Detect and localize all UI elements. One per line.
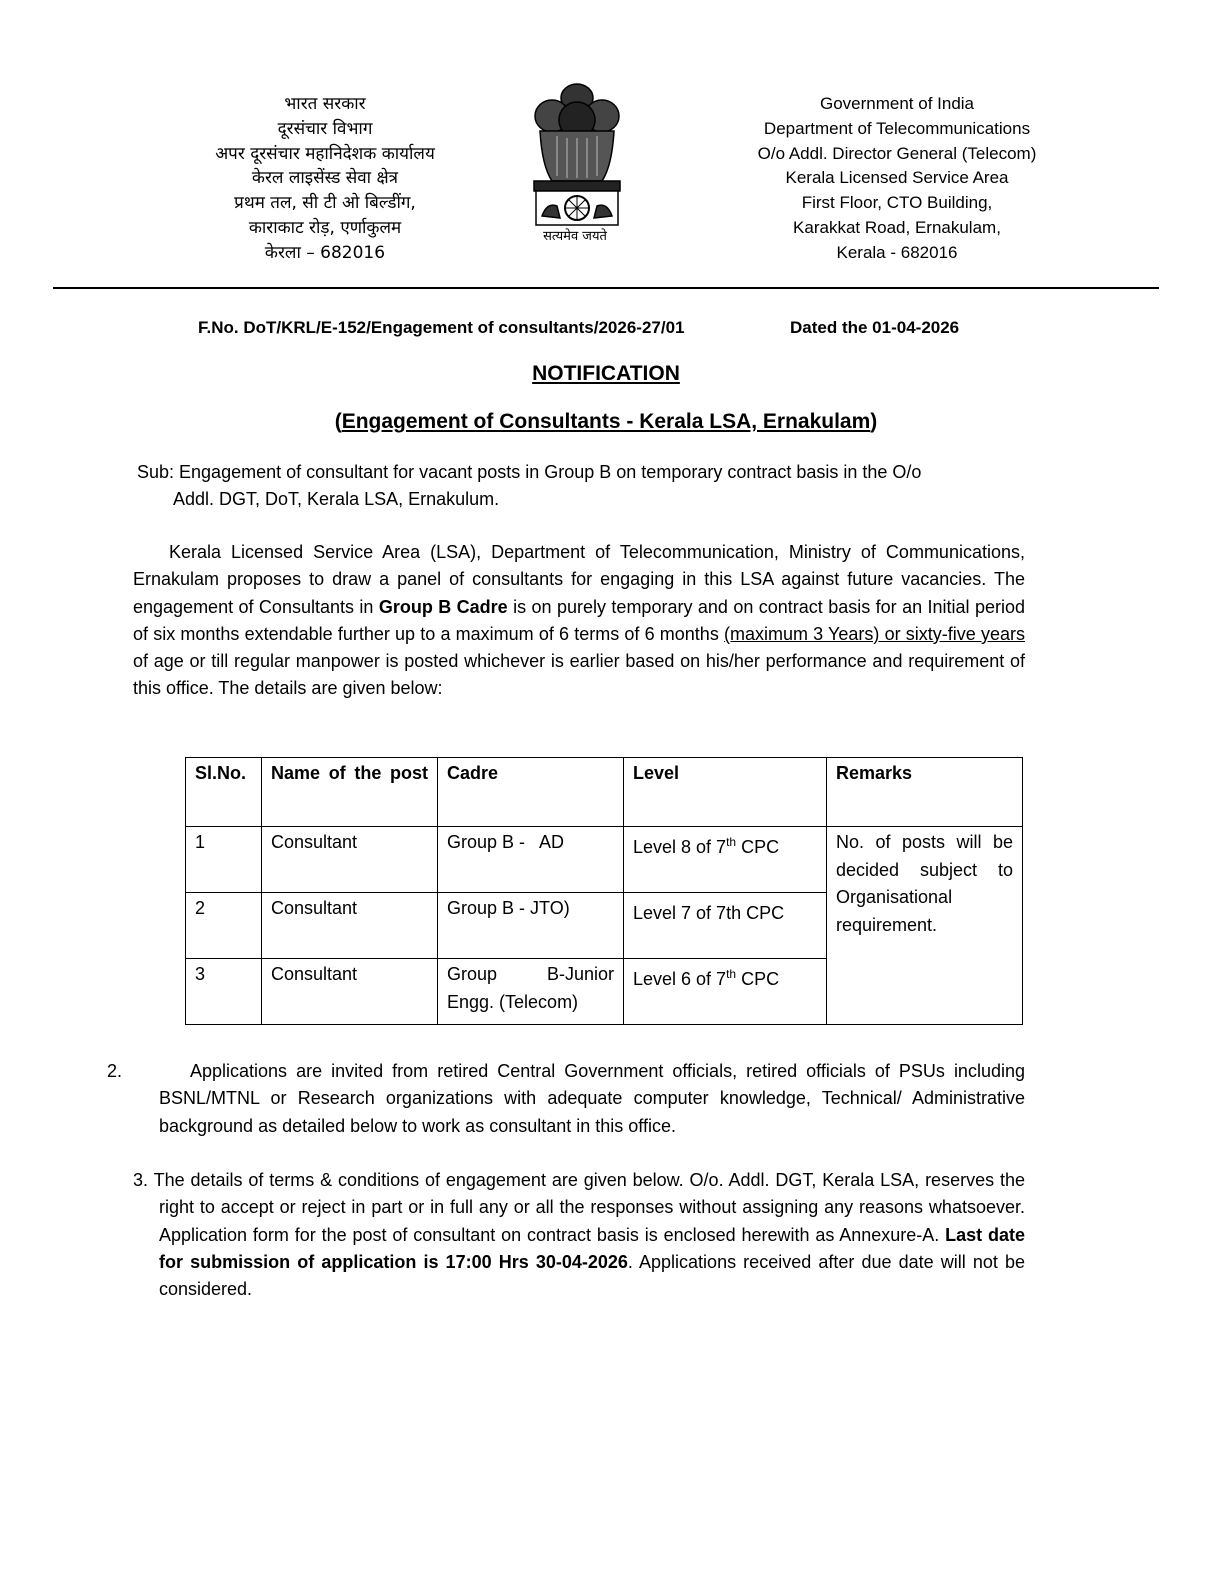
hindi-line: केरल लाइसेंस्ड सेवा क्षेत्र <box>251 168 399 189</box>
english-line: Kerala - 682016 <box>836 242 958 262</box>
subject-line-1: Sub: Engagement of consultant for vacant posts in Group B on temporary contract basis in the O/o <box>137 462 922 482</box>
cadre-cell: Group B - JTO) <box>438 893 624 959</box>
sl-cell: 2 <box>186 893 262 959</box>
para1-text: Kerala Licensed Service Area (LSA), Department of Telecommunication, Ministry of Communications, Ernakulam proposes to draw a panel of consultants for engaging in this LSA against future vacancies. The engagement of Consultants in <box>133 542 1025 617</box>
header-divider <box>53 287 1159 289</box>
level-text: CPC <box>736 837 780 857</box>
english-line: Department of Telecommunications <box>763 118 1031 138</box>
para1-underlined: (maximum 3 Years) or sixty-five years <box>724 623 1025 644</box>
hindi-line: दूरसंचार विभाग <box>277 118 373 139</box>
notification-title: NOTIFICATION <box>532 362 680 385</box>
file-number: F.No. DoT/KRL/E-152/Engagement of consultants/2026-27/01 <box>198 318 685 337</box>
paragraph-3 <box>133 1167 1025 1303</box>
table-row <box>186 827 1023 893</box>
para2-text: Applications are invited from retired Central Government officials, retired officials of PSUs including BSNL/MTNL or Research organizations with adequate computer knowledge, Technical/ Administrative background as detailed below to work as consultant in this office. <box>159 1061 1025 1136</box>
name-cell: Consultant <box>262 959 438 1025</box>
hindi-line: काराकाट रोड़, एर्णाकुलम <box>248 217 402 238</box>
english-line: Kerala Licensed Service Area <box>785 168 1009 188</box>
level-text: Level 6 of 7 <box>633 969 727 989</box>
english-line: Karakkat Road, Ernakulam, <box>793 217 1001 237</box>
posts-table <box>185 757 1023 1025</box>
level-cell <box>624 827 827 893</box>
level-text: CPC <box>736 969 780 989</box>
hindi-line: भारत सरकार <box>284 94 366 114</box>
header-cell: Sl.No. <box>186 758 262 827</box>
para2-number: 2. <box>107 1061 123 1081</box>
level-sup: th <box>726 835 737 849</box>
english-address-block <box>722 92 1072 266</box>
header-cell: Cadre <box>438 758 624 827</box>
level-sup: th <box>726 967 737 981</box>
header-cell: Name of the post <box>262 758 438 827</box>
sl-cell: 1 <box>186 827 262 893</box>
name-cell: Consultant <box>262 827 438 893</box>
para3-text: . Applications received after due date will not be considered. <box>159 1251 1025 1300</box>
notification-subtitle: (Engagement of Consultants - Kerala LSA, Ernakulam) <box>334 410 878 433</box>
hindi-line: अपर दूरसंचार महानिदेशक कार्यालय <box>215 143 435 164</box>
level-cell <box>624 959 827 1025</box>
paragraph-2 <box>107 1058 1025 1140</box>
cadre-cell: Group B-Junior Engg. (Telecom) <box>438 959 624 1025</box>
subject-block <box>137 459 1037 514</box>
english-line: Government of India <box>819 94 975 113</box>
national-emblem-icon <box>522 76 632 246</box>
header-cell: Level <box>624 758 827 827</box>
name-cell: Consultant <box>262 893 438 959</box>
english-line: First Floor, CTO Building, <box>801 193 993 213</box>
level-text: Level 7 of 7th CPC <box>633 903 785 923</box>
para1-text: is on purely temporary and on contract basis for an Initial period of six months extendable further up to a maximum of 6 terms of 6 months <box>133 596 1025 644</box>
date-line: Dated the 01-04-2026 <box>790 318 960 337</box>
emblem-motto: सत्यमेव जयते <box>543 229 607 244</box>
remarks-cell: No. of posts will be decided subject to Organisational requirement. <box>827 827 1023 1025</box>
sl-cell: 3 <box>186 959 262 1025</box>
subject-line-2: Addl. DGT, DoT, Kerala LSA, Ernakulum. <box>173 489 500 510</box>
level-cell <box>624 893 827 959</box>
para3-bold: Last date for submission of application is 17:00 Hrs 30-04-2026 <box>159 1224 1025 1272</box>
paragraph-1 <box>133 539 1025 703</box>
table-header-row <box>186 758 1023 827</box>
header-cell: Remarks <box>827 758 1023 827</box>
para3-text: 3. The details of terms & conditions of engagement are given below. O/o. Addl. DGT, Kerala LSA, reserves the right to accept or reject in part or in full any or all the responses without assigning any reasons whatsoever. Application form for the post of consultant on contract basis is enclosed herewith as Annexure-A. <box>133 1170 1025 1245</box>
subtitle-text: Engagement of Consultants - Kerala LSA, Ernakulam <box>341 410 871 433</box>
para1-text: of age or till regular manpower is posted whichever is earlier based on his/her performance and requirement of this office. The details are given below: <box>133 651 1025 699</box>
hindi-line: केरला – 682016 <box>264 242 386 263</box>
hindi-address-block <box>170 92 480 266</box>
para1-bold: Group B Cadre <box>378 596 508 617</box>
hindi-line: प्रथम तल, सी टी ओ बिल्डींग, <box>234 193 416 214</box>
level-text: Level 8 of 7 <box>633 837 727 857</box>
cadre-cell: Group B - AD <box>438 827 624 893</box>
english-line: O/o Addl. Director General (Telecom) <box>757 143 1037 163</box>
